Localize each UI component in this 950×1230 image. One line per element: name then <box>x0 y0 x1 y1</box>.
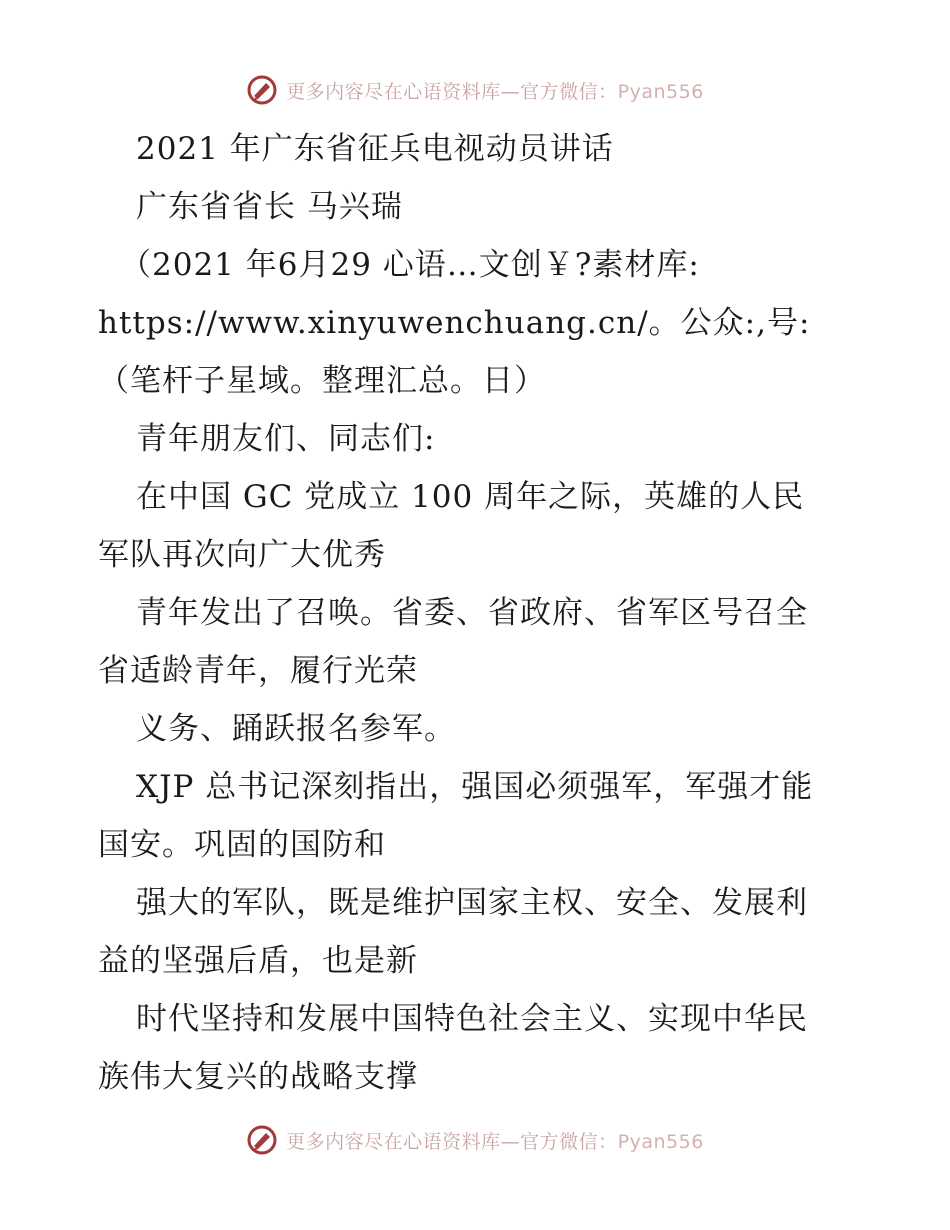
doc-paragraph-line: 时代坚持和发展中国特色社会主义、实现中华民 <box>136 1001 808 1037</box>
doc-paragraph-line: 益的坚强后盾，也是新 <box>98 943 418 979</box>
watermark-text: 更多内容尽在心语资料库—官方微信：Pyan556 <box>286 1130 704 1153</box>
doc-paragraph-line: 国安。巩固的国防和 <box>98 827 386 863</box>
doc-paragraph-line: 义务、踊跃报名参军。 <box>136 711 456 747</box>
doc-salutation: 青年朋友们、同志们: <box>136 421 436 457</box>
doc-line: （2021 年6月29 心语…文创￥?素材库: <box>120 247 700 283</box>
doc-paragraph-line: 省适龄青年，履行光荣 <box>98 653 418 689</box>
logo-icon <box>246 74 278 106</box>
doc-line: https://www.xinyuwenchuang.cn/。公众:,号: <box>98 305 811 341</box>
logo-icon <box>246 1124 278 1156</box>
doc-paragraph-line: 族伟大复兴的战略支撑 <box>98 1059 418 1095</box>
doc-title: 2021 年广东省征兵电视动员讲话 <box>136 131 614 167</box>
document-body <box>98 120 858 1106</box>
watermark-header <box>0 70 950 110</box>
watermark-footer <box>0 1120 950 1160</box>
doc-paragraph-line: XJP 总书记深刻指出，强国必须强军，军强才能 <box>136 769 814 805</box>
doc-author: 广东省省长 马兴瑞 <box>136 189 403 225</box>
doc-paragraph-line: 在中国 GC 党成立 100 周年之际，英雄的人民 <box>136 479 805 515</box>
watermark-text: 更多内容尽在心语资料库—官方微信：Pyan556 <box>286 80 704 103</box>
doc-line: （笔杆子星域。整理汇总。日） <box>98 363 546 399</box>
doc-paragraph-line: 青年发出了召唤。省委、省政府、省军区号召全 <box>136 595 808 631</box>
doc-paragraph-line: 强大的军队，既是维护国家主权、安全、发展利 <box>136 885 808 921</box>
doc-paragraph-line: 军队再次向广大优秀 <box>98 537 386 573</box>
